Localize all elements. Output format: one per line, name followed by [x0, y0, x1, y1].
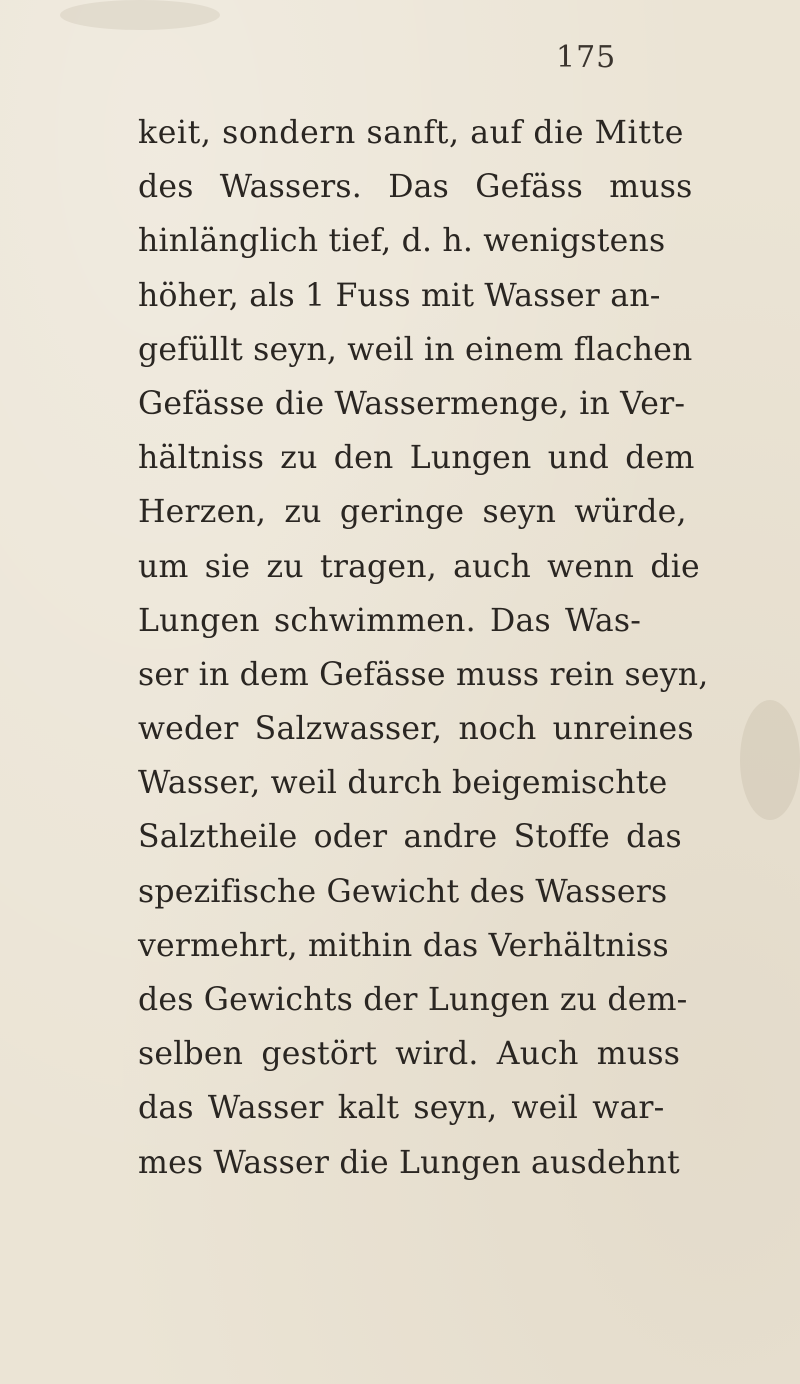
text-line: weder Salzwasser, noch unreines [138, 711, 694, 748]
text-line: selben gestört wird. Auch muss [138, 1036, 681, 1073]
paper-stain [60, 0, 220, 30]
text-line: das Wasser kalt seyn, weil war- [138, 1090, 665, 1127]
body-text [138, 106, 709, 1190]
text-line: Salztheile oder andre Stoffe das [138, 819, 682, 856]
text-line: um sie zu tragen, auch wenn die [138, 548, 700, 585]
paper-stain [740, 700, 800, 820]
text-line: Lungen schwimmen. Das Was- [138, 602, 642, 639]
text-line: höher, als 1 Fuss mit Wasser an- [138, 277, 661, 314]
text-line: des Gewichts der Lungen zu dem- [138, 982, 688, 1018]
page-number: 175 [556, 40, 617, 75]
text-line: hinlänglich tief, d. h. wenigstens [138, 223, 666, 260]
text-line: Gefässe die Wassermenge, in Ver- [138, 385, 686, 422]
text-line: des Wassers. Das Gefäss muss [138, 169, 693, 206]
text-line: Wasser, weil durch beigemischte [138, 765, 668, 802]
text-line: mes Wasser die Lungen ausdehnt [138, 1144, 680, 1181]
text-line: spezifische Gewicht des Wassers [138, 873, 668, 910]
text-line: gefüllt seyn, weil in einem flachen [138, 331, 693, 368]
text-line: vermehrt, mithin das Verhältniss [138, 927, 669, 964]
text-line: Herzen, zu geringe seyn würde, [138, 494, 687, 531]
text-line: keit, sondern sanft, auf die Mitte [138, 115, 684, 151]
text-line: ser in dem Gefässe muss rein seyn, [138, 656, 709, 693]
text-line: hältniss zu den Lungen und dem [138, 440, 695, 477]
